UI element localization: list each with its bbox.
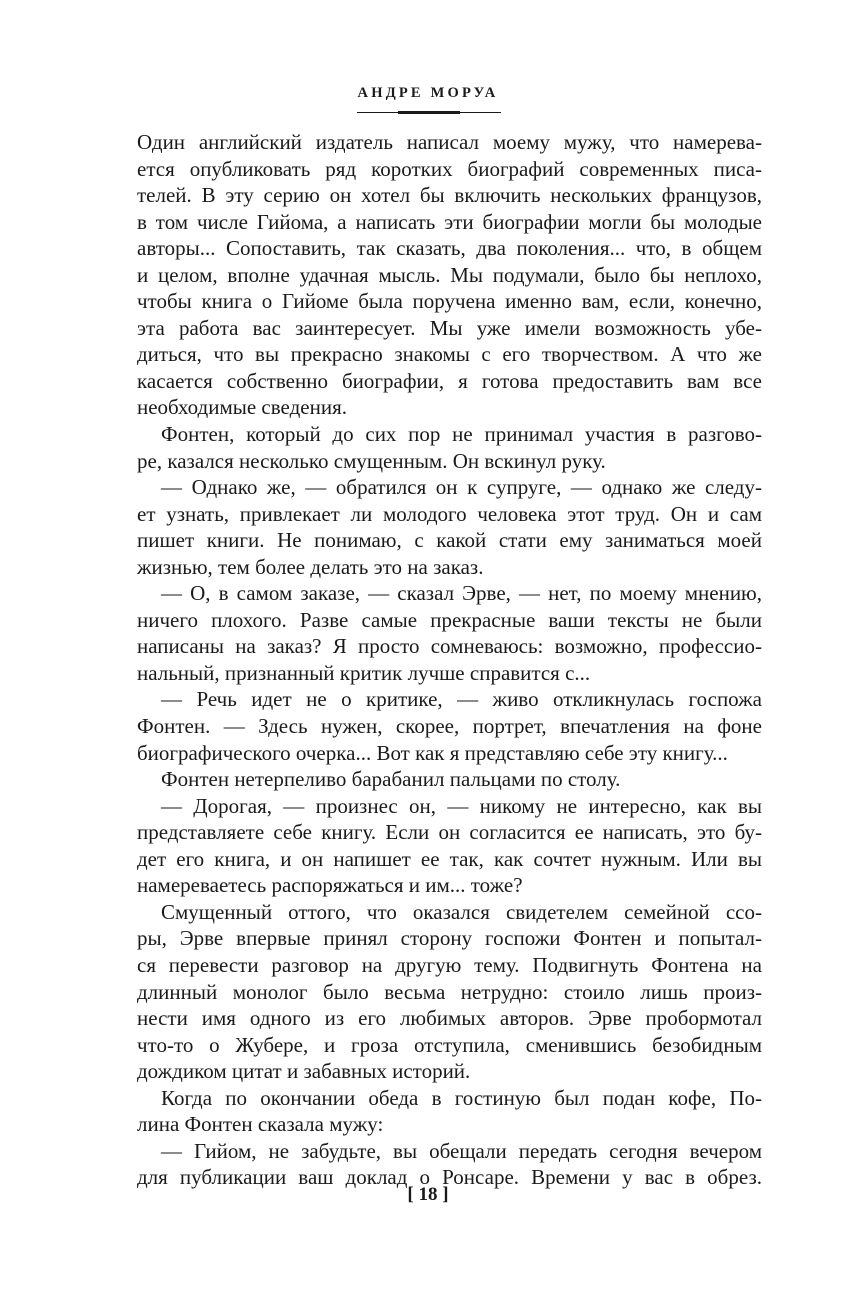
text-line: — Однако же, — обратился он к супруге, — однако же следу- <box>161 475 762 500</box>
text-line: телей. В эту серию он хотел бы включить нескольких французов, <box>137 183 762 208</box>
text-line: — Дорогая, — произнес он, — никому не интересно, как вы <box>161 793 762 818</box>
text-line: Фонтен, который до сих пор не принимал участия в разгово- <box>161 422 762 447</box>
text-line: пишет книги. Не понимаю, с какой стати ему заниматься моей <box>137 528 762 553</box>
text-line: Когда по окончании обеда в гостиную был подан кофе, По- <box>161 1085 762 1110</box>
text-line: эта работа вас заинтересует. Мы уже имели возможность убе- <box>137 315 762 340</box>
text-line: представляете себе книгу. Если он согласится ее написать, это бу- <box>137 820 762 845</box>
text-line: Фонтен нетерпеливо барабанил пальцами по столу. <box>161 767 621 792</box>
text-line: ничего плохого. Разве самые прекрасные ваши тексты не были <box>137 607 762 632</box>
text-line: намереваетесь распоряжаться и им... тоже? <box>137 873 523 898</box>
text-line: для публикации ваш доклад о Ронсаре. Времени у вас в обрез. <box>137 1165 762 1190</box>
text-line: длинный монолог было весьма нетрудно: стоило лишь произ- <box>137 979 762 1004</box>
text-line: чтобы книга о Гийоме была поручена именно вам, если, конечно, <box>137 289 762 314</box>
text-line: касается собственно биографии, я готова предоставить вам все <box>137 368 762 393</box>
text-line: жизнью, тем более делать это на заказ. <box>137 554 484 579</box>
text-line: ет узнать, привлекает ли молодого человека этот труд. Он и сам <box>137 501 762 526</box>
text-line: и целом, вполне удачная мысль. Мы подумали, было бы неплохо, <box>137 262 762 287</box>
text-line: дождиком цитат и забавных историй. <box>137 1059 471 1084</box>
text-line: диться, что вы прекрасно знакомы с его творчеством. А что же <box>137 342 762 367</box>
text-line: лина Фонтен сказала мужу: <box>137 1112 384 1137</box>
text-line: в том числе Гийома, а написать эти биографии могли бы молодые <box>137 209 762 234</box>
running-header <box>0 84 856 102</box>
text-line: — Гийом, не забудьте, вы обещали передать сегодня вечером <box>161 1138 762 1163</box>
text-line: ся перевести разговор на другую тему. Подвигнуть Фонтена на <box>137 952 762 977</box>
text-line: — О, в самом заказе, — сказал Эрве, — нет, по моему мнению, <box>161 581 762 606</box>
text-line: ры, Эрве впервые принял сторону госпожи Фонтен и попытал- <box>137 926 762 951</box>
running-header-title: АНДРЕ МОРУА <box>357 85 499 101</box>
text-line: — Речь идет не о критике, — живо откликнулась госпожа <box>161 687 762 712</box>
text-line: авторы... Сопоставить, так сказать, два поколения... что, в общем <box>137 236 762 261</box>
header-rule-accent <box>398 111 460 114</box>
page-number: [ 18 ] <box>407 1184 449 1205</box>
text-line: биографического очерка... Вот как я представляю себе эту книгу... <box>137 740 728 765</box>
text-line: Один английский издатель написал моему мужу, что намерева- <box>137 130 762 154</box>
text-line: ется опубликовать ряд коротких биографий современных писа- <box>137 156 762 181</box>
text-line: дет его книга, и он напишет ее так, как сочтет нужным. Или вы <box>137 846 762 871</box>
text-line: Фонтен. — Здесь нужен, скорее, портрет, впечатления на фоне <box>137 714 762 739</box>
text-line: необходимые сведения. <box>137 395 347 420</box>
body-text <box>137 129 762 1191</box>
text-line: нальный, признанный критик лучше справится с... <box>137 660 591 685</box>
text-line: нести имя одного из его любимых авторов. Эрве пробормотал <box>137 1006 762 1031</box>
text-line: написаны на заказ? Я просто сомневаюсь: возможно, профессио- <box>137 634 762 659</box>
text-line: ре, казался несколько смущенным. Он вскинул руку. <box>137 448 606 473</box>
text-line: что-то о Жубере, и гроза отступила, сменившись безобидным <box>137 1032 762 1057</box>
text-line: Смущенный оттого, что оказался свидетелем семейной ссо- <box>161 899 762 924</box>
